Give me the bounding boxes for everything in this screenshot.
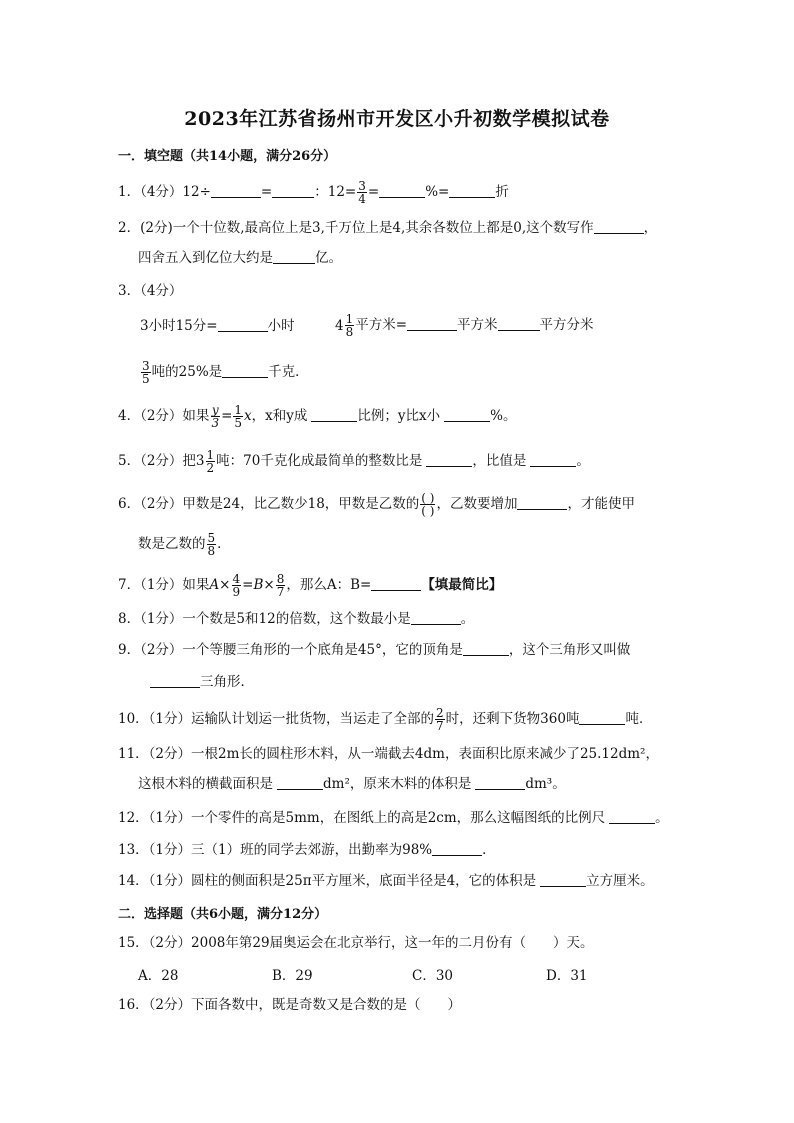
question-6 — [118, 492, 635, 517]
page-title: 2023年江苏省扬州市开发区小升初数学模拟试卷 — [184, 108, 610, 130]
fraction-numerator: 1 — [345, 312, 354, 326]
answer-blank[interactable] — [517, 495, 567, 510]
answer-blank[interactable] — [150, 673, 200, 688]
fraction-numerator: 4 — [232, 572, 241, 586]
q4-equals: = — [221, 408, 233, 424]
fraction — [210, 404, 220, 429]
question-8 — [118, 609, 474, 629]
q7-b: =B× — [242, 577, 275, 593]
q3b-unit-2: 平方分米 — [539, 317, 594, 333]
q9-text-2: ，这个三角形又叫做 — [508, 642, 631, 658]
answer-blank[interactable] — [371, 576, 421, 591]
fraction-denominator: 7 — [436, 719, 444, 733]
answer-blank[interactable] — [579, 710, 625, 725]
fraction-denominator: 4 — [358, 192, 366, 206]
option-c[interactable]: C．30 — [412, 968, 454, 984]
fraction-denominator: 5 — [142, 372, 150, 386]
q6-text-2: ，才能使甲 — [567, 496, 635, 512]
fraction-numerator: 5 — [207, 531, 216, 545]
q3b-unit: 平方米 — [457, 317, 498, 333]
q3a-unit: 小时 — [267, 318, 295, 334]
answer-blank[interactable] — [594, 219, 644, 234]
answer-blank[interactable] — [379, 183, 425, 198]
mixed-number — [335, 313, 355, 338]
fraction-numerator: 1 — [234, 403, 243, 417]
question-3-part-b — [335, 313, 594, 338]
q1-ratio-text: ：12= — [314, 184, 357, 200]
question-12 — [118, 808, 669, 828]
question-2-line-2 — [138, 248, 342, 268]
q6-prefix: 6．（2分）甲数是24，比乙数少18，甲数是乙数的 — [118, 496, 420, 512]
answer-blank[interactable] — [463, 641, 509, 656]
question-11-line-2 — [138, 774, 566, 794]
answer-blank[interactable] — [530, 452, 576, 467]
fraction-blank[interactable] — [420, 492, 435, 517]
q11-suffix: dm³。 — [525, 776, 566, 792]
q1-equals: = — [367, 184, 380, 200]
question-11 — [118, 744, 659, 764]
fraction-denominator: 7 — [276, 585, 285, 599]
answer-blank[interactable] — [277, 775, 323, 790]
q1-suffix: 折 — [495, 184, 509, 200]
question-3-part-c — [140, 360, 309, 385]
fraction-numerator: 3 — [142, 359, 150, 373]
answer-blank[interactable] — [211, 183, 261, 198]
question-5 — [118, 449, 590, 474]
q3a-text: 3小时15分= — [140, 318, 218, 334]
option-a[interactable]: A．28 — [138, 968, 179, 984]
q5-suffix: 。 — [576, 453, 590, 469]
fraction-denominator: 9 — [232, 585, 241, 599]
q6-line2-text: 数是乙数的 — [138, 536, 206, 552]
question-15: 15．（2分）2008年第29届奥运会在北京举行，这一年的二月份有（ ）天。 — [118, 935, 594, 951]
question-2 — [118, 218, 657, 238]
q4-text-2: 比例；y比x小 — [357, 408, 441, 424]
answer-blank[interactable] — [218, 317, 268, 332]
fraction-denominator: 3 — [211, 416, 220, 430]
q4-variable: x — [244, 408, 252, 424]
section-fill-in-heading: 一．填空题（共14小题，满分26分） — [118, 149, 337, 164]
q10-text: 10．（1分）运输队计划运一批货物，当运走了全部的 — [118, 711, 435, 727]
fraction-numerator: 3 — [358, 179, 366, 193]
question-13 — [118, 840, 496, 860]
question-3: 3．（4分） — [118, 283, 183, 299]
question-7 — [118, 573, 502, 598]
question-16: 16．（2分）下面各数中，既是奇数又是合数的是（ ） — [118, 997, 462, 1013]
fraction-denominator: 8 — [207, 544, 216, 558]
fraction-numerator: ( ) — [421, 491, 435, 505]
answer-blank[interactable] — [311, 407, 357, 422]
section-choice-heading: 二．选择题（共6小题，满分12分） — [118, 907, 328, 922]
fraction — [276, 573, 286, 598]
q11-text: 11．（2分）一根2m长的圆柱形木料，从一端截去4dm，表面积比原来减少了25.12dm²， — [118, 746, 659, 762]
q5-text: 吨：70千克化成最简单的整数比是 — [216, 453, 423, 469]
q2-text-2: 四舍五入到亿位大约是 — [138, 250, 273, 266]
fraction-numerator: 1 — [206, 448, 215, 462]
q10-text-2: 时，还剩下货物360吨 — [445, 711, 580, 727]
option-b[interactable]: B．29 — [272, 968, 313, 984]
answer-blank[interactable] — [498, 316, 540, 331]
mixed-integer: 4 — [335, 317, 344, 334]
fraction-numerator: 2 — [436, 706, 444, 720]
q11-text-3: dm²，原来木料的体积是 — [323, 776, 472, 792]
answer-blank[interactable] — [273, 249, 315, 264]
question-9-line-2 — [150, 672, 254, 692]
question-14 — [118, 871, 654, 891]
question-1 — [118, 180, 509, 205]
answer-blank[interactable] — [411, 610, 461, 625]
q4-text: ，x和y成 — [251, 408, 308, 424]
q10-suffix: 吨． — [625, 711, 653, 727]
fraction-denominator: 5 — [234, 416, 243, 430]
q12-text: 12．（1分）一个零件的高是5mm，在图纸上的高是2cm，那么这幅图纸的比例尺 — [118, 810, 606, 826]
q7-text: ，那么A：B= — [286, 577, 372, 593]
fraction — [232, 573, 242, 598]
fraction-denominator: 2 — [206, 461, 215, 475]
question-4 — [118, 404, 516, 429]
q4-suffix: %。 — [490, 408, 517, 424]
fraction-numerator: y — [211, 403, 219, 417]
q2-suffix: 亿。 — [315, 250, 342, 266]
q4-prefix: 4．（2分）如果 — [118, 408, 210, 424]
answer-blank[interactable] — [540, 872, 586, 887]
fraction-denominator: ( ) — [421, 504, 435, 518]
answer-blank[interactable] — [475, 775, 525, 790]
q3c-text: 吨的25%是 — [151, 364, 223, 380]
q1-equals: = — [260, 184, 273, 200]
answer-blank[interactable] — [449, 183, 495, 198]
q1-prefix: 1．（4分）12÷ — [118, 184, 211, 200]
q2-text: 2．(2分)一个十位数,最高位上是3,千万位上是4,其余各数位上都是0,这个数写作 — [118, 220, 594, 236]
answer-blank[interactable] — [426, 452, 472, 467]
question-6-line-2 — [138, 532, 231, 557]
answer-blank[interactable] — [609, 809, 655, 824]
q11-text-2: 这根木料的横截面积是 — [138, 776, 273, 792]
fraction — [435, 707, 445, 732]
q14-suffix: 立方厘米。 — [586, 873, 654, 889]
answer-blank[interactable] — [444, 407, 490, 422]
q6-text: ，乙数要增加 — [436, 496, 518, 512]
fraction — [357, 180, 367, 205]
fraction — [206, 449, 216, 474]
answer-blank[interactable] — [407, 316, 457, 331]
fraction — [207, 532, 217, 557]
answer-blank[interactable] — [222, 363, 268, 378]
question-3-part-a — [140, 316, 295, 336]
q2-comma: ， — [643, 220, 658, 236]
q8-suffix: 。 — [460, 611, 475, 627]
fraction — [233, 404, 243, 429]
q3c-unit: 千克． — [268, 364, 309, 380]
option-d[interactable]: D．31 — [546, 968, 588, 984]
q5-prefix: 5．（2分）把3 — [118, 453, 205, 469]
q9-suffix: 三角形． — [200, 674, 254, 690]
q12-suffix: 。 — [655, 810, 669, 826]
q6-period: ． — [217, 536, 231, 552]
q13-text: 13．（1分）三（1）班的同学去郊游，出勤率为98% — [118, 842, 433, 858]
q7-prefix: 7．（1分）如果 — [118, 577, 210, 593]
fraction-denominator: 8 — [345, 325, 354, 339]
answer-blank[interactable] — [432, 841, 482, 856]
q14-text: 14．（1分）圆柱的侧面积是25π平方厘米，底面半径是4，它的体积是 — [118, 873, 537, 889]
q1-percent: %= — [425, 184, 450, 200]
q9-text: 9．（2分）一个等腰三角形的一个底角是45°，它的顶角是 — [118, 642, 463, 658]
q7-a: A× — [209, 577, 231, 593]
fraction-numerator: 8 — [276, 572, 285, 586]
q13-suffix: ． — [482, 842, 496, 858]
q7-note: 【填最简比】 — [421, 577, 503, 593]
q3b-text: 平方米= — [355, 317, 408, 333]
answer-blank[interactable] — [272, 183, 314, 198]
fraction — [141, 360, 151, 385]
q5-text-2: ，比值是 — [472, 453, 527, 469]
question-9 — [118, 640, 630, 660]
q8-text: 8．（1分）一个数是5和12的倍数，这个数最小是 — [118, 611, 411, 627]
question-10 — [118, 707, 652, 732]
